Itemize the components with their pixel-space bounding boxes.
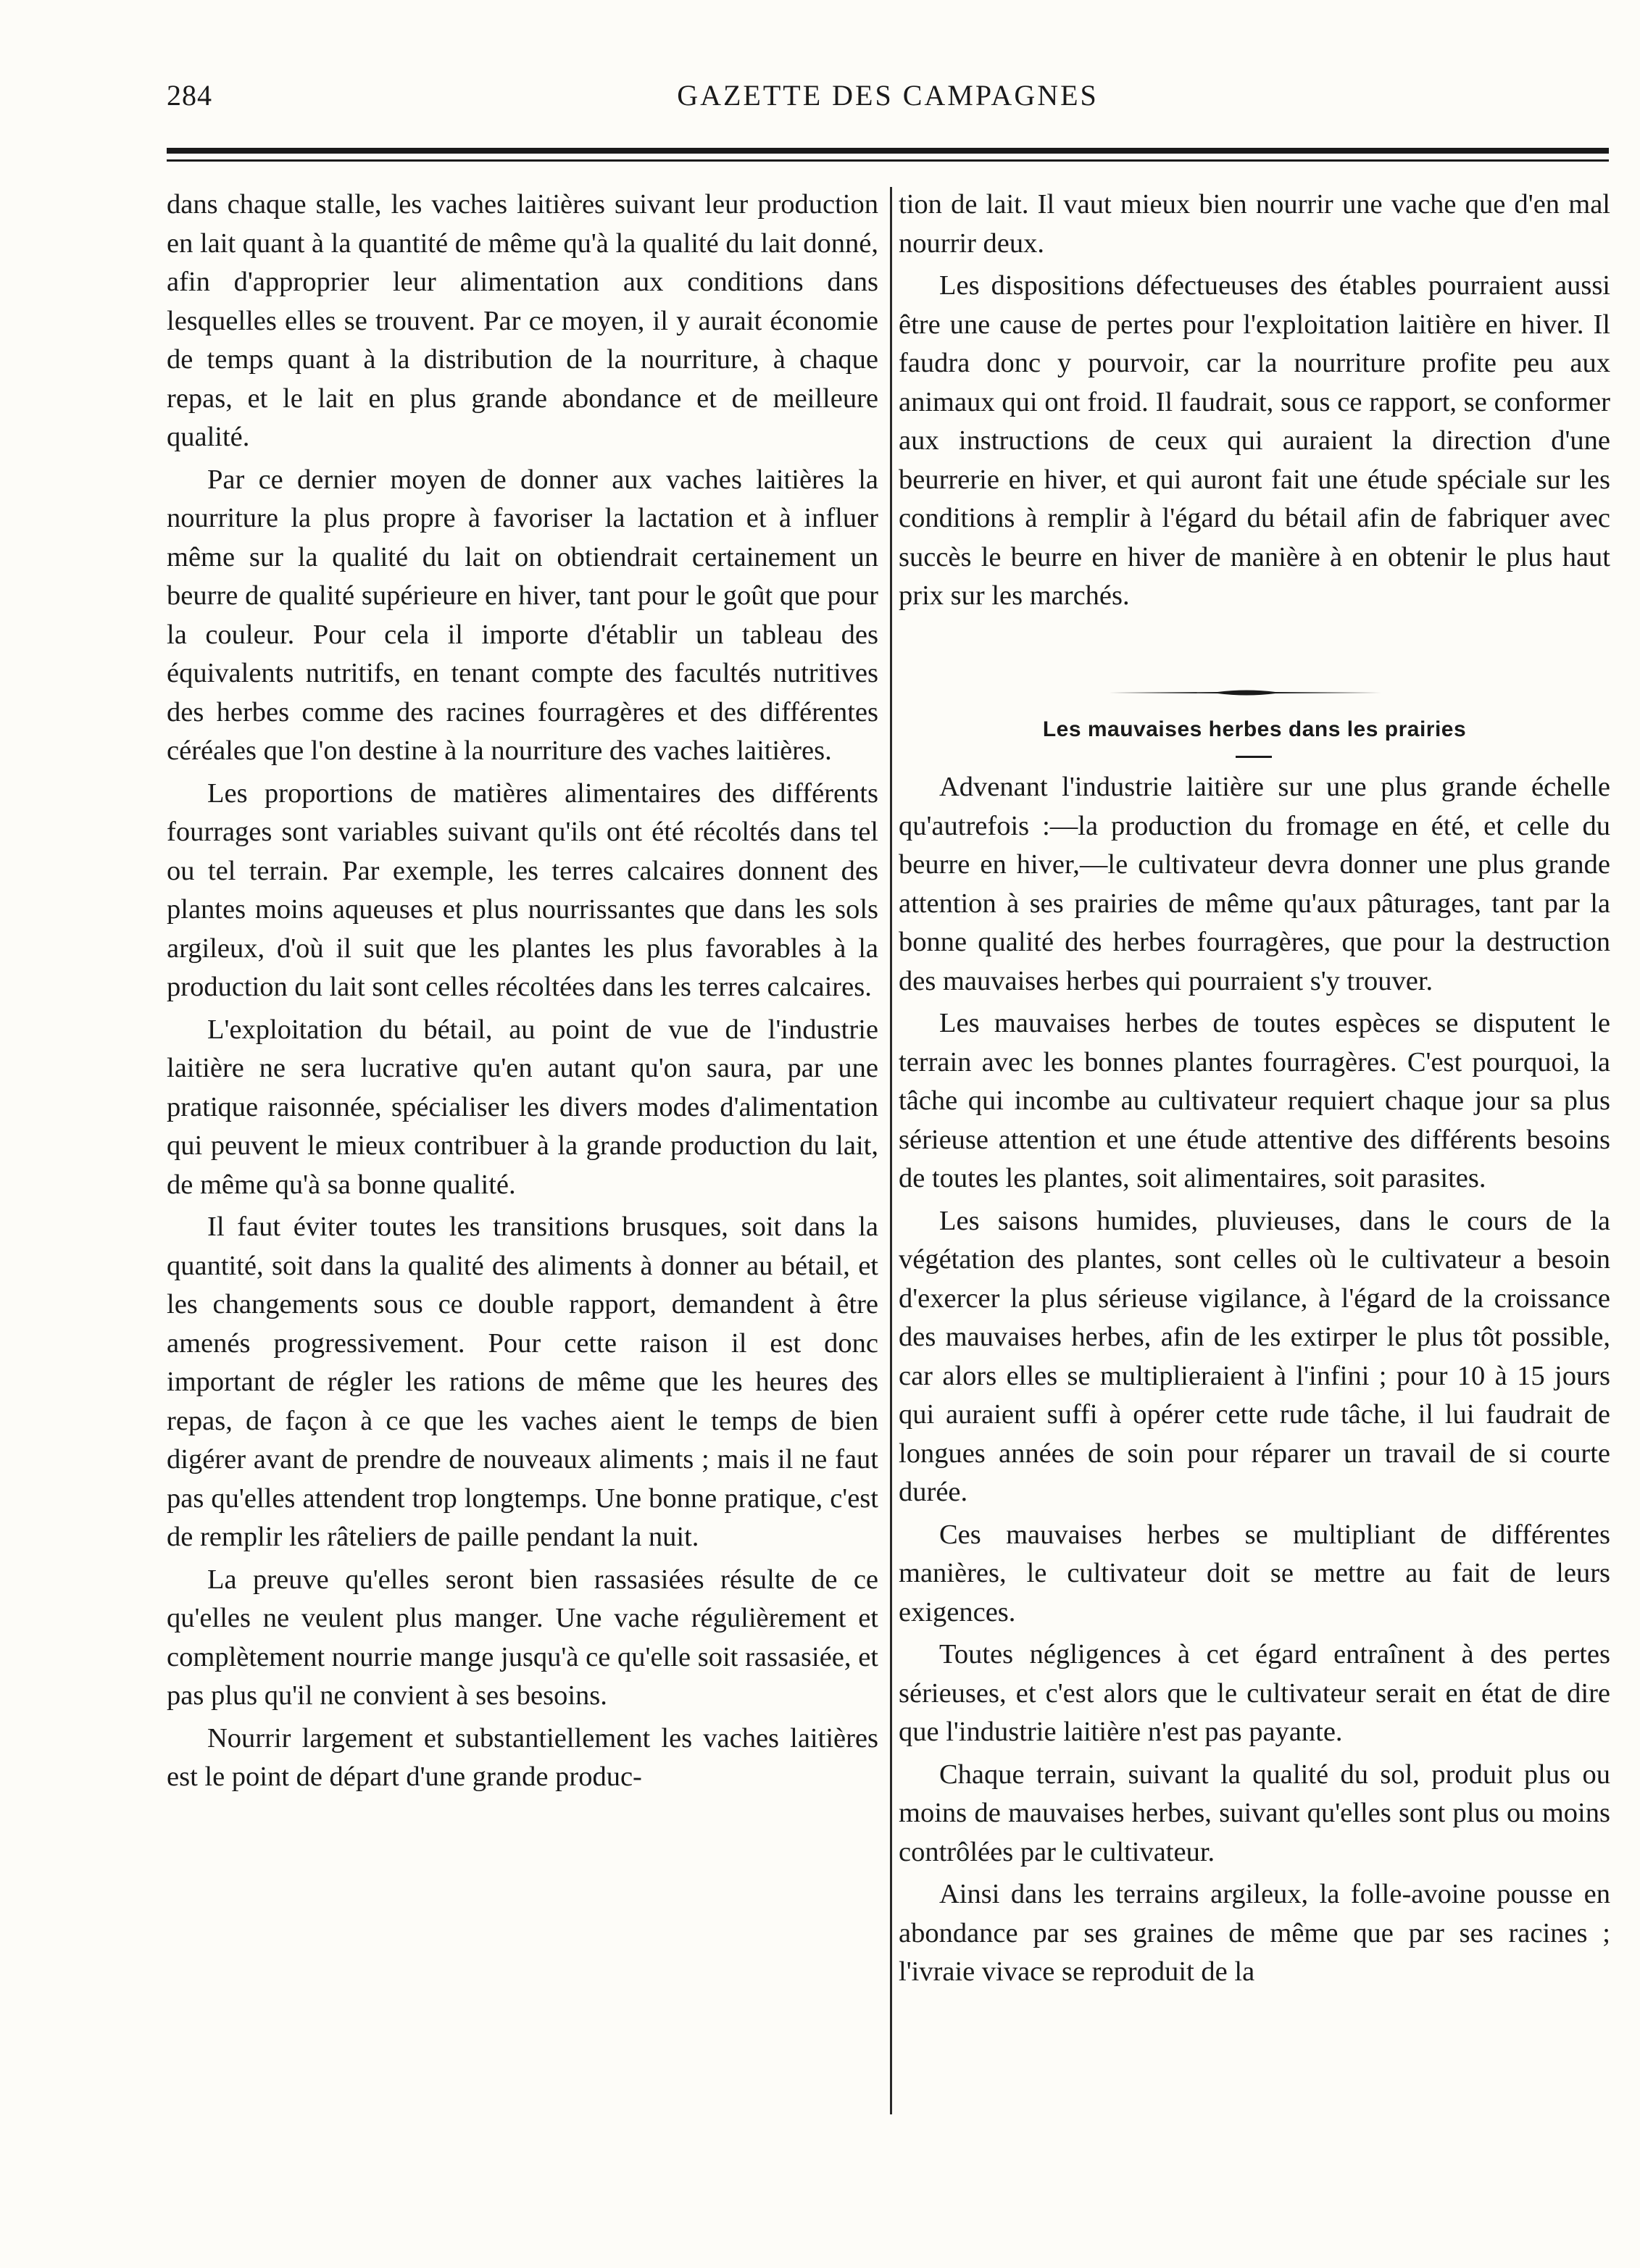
paragraph: Nourrir largement et substantiellement les vaches laitières est le point de départ d'une grande produc- [167,1722,878,1792]
paragraph: Il faut éviter toutes les transitions brusques, soit dans la quantité, soit dans la qualité des aliments à donner au bétail, et les changements sous ce double rapport, demandent à être amenés progressivement. Pour cette raison il est donc important de régler les rations de même que les heures des repas, de façon à ce que les vaches aient le temps de bien digérer avant de prendre de nouveaux aliments ; mais il ne faut pas qu'elles attendent trop longtemps. Une bonne pratique, c'est de remplir les râteliers de paille pendant la nuit. [167,1212,878,1552]
left-column [167,185,878,1797]
paragraph: Les proportions de matières alimentaires des différents fourrages sont variables suivant qu'ils ont été récoltés dans tel ou tel terrain. Par exemple, les terres calcaires donnent des plantes moins aqueuses et plus nourrissantes que dans les sols argileux, d'où il suit que les plantes les plus favorables à la production du lait sont celles récoltées dans les terres calcaires. [167,777,878,1002]
paragraph: Chaque terrain, suivant la qualité du sol, produit plus ou moins de mauvaises herbes, suivant qu'elles sont plus ou moins contrôlées par le cultivateur. [899,1759,1610,1867]
page-header [167,78,1609,122]
paragraph: Advenant l'industrie laitière sur une plus grande échelle qu'autrefois :—la production du fromage en été, et celle du beurre en hiver,—le cultivateur devra donner une plus grande attention à ses prairies de même qu'aux pâturages, tant par la bonne qualité des herbes fourragères, que pour la destruction des mauvaises herbes qui pourraient s'y trouver. [899,772,1610,996]
paragraph: dans chaque stalle, les vaches laitières suivant leur production en lait quant à la quantité de même qu'à la qualité du lait donné, afin d'approprier leur alimentation aux conditions dans lesquelles elles se trouvent. Par ce moyen, il y aurait économie de temps quant à la distribution de la nourriture, à chaque repas, et le lait en plus grande abondance et de meilleure qualité. [167,189,878,452]
paragraph: Par ce dernier moyen de donner aux vaches laitières la nourriture la plus propre à favoriser la lactation et à influer même sur la qualité du lait on obtiendrait certainement un beurre de qualité supérieure en hiver, tant pour le goût que pour la couleur. Pour cela il importe d'établir un tableau des équivalents nutritifs, en tenant compte des facultés nutritives des herbes comme des racines fourragères et des différentes céréales que l'on destine à la nourriture des vaches laitières. [167,464,878,766]
paragraph: L'exploitation du bétail, au point de vue de l'industrie laitière ne sera lucrative qu'en autant qu'on saura, par une pratique raisonnée, spécialiser les divers modes d'alimentation qui peuvent le mieux contribuer à la grande production du lait, de même qu'à sa bonne qualité. [167,1014,878,1200]
paragraph: Ces mauvaises herbes se multipliant de différentes manières, le cultivateur doit se mettre au fait de leurs exigences. [899,1519,1610,1627]
column-divider [890,187,892,2114]
paragraph: La preuve qu'elles seront bien rassasiées résulte de ce qu'elles ne veulent plus manger. Une vache régulièrement et complètement nourrie mange jusqu'à ce qu'elle soit rassasiée, et pas plus qu'il ne convient à ses besoins. [167,1564,878,1711]
section-ornament [1109,688,1384,697]
header-rule-thick [167,148,1609,154]
section-title: Les mauvaises herbes dans les prairies [1042,717,1467,741]
paragraph: Les saisons humides, pluvieuses, dans le cours de la végétation des plantes, sont celles où le cultivateur a besoin d'exercer la plus sérieuse vigilance, à l'égard de la croissance des mauvaises herbes, afin de les extirper le plus tôt possible, car alors elles se multiplieraient à l'infini ; pour 10 à 15 jours qui auraient suffi à opérer cette rude tâche, il lui faudrait de longues années de soin pour réparer un travail de si courte durée. [899,1205,1610,1507]
paragraph: Les dispositions défectueuses des étables pourraient aussi être une cause de pertes pour l'exploitation laitière en hiver. Il faudra donc y pourvoir, car la nourriture profite peu aux animaux qui ont froid. Il faudrait, sous ce rapport, se conformer aux instructions de ceux qui auraient la direction d'une beurrerie en hiver, et qui auront fait une étude spéciale sur les conditions à remplir à l'égard du bétail afin de fabriquer avec succès le beurre en hiver de manière à en obtenir le plus haut prix sur les marchés. [899,270,1610,611]
journal-title: GAZETTE DES CAMPAGNES [677,79,1099,112]
paragraph: tion de lait. Il vaut mieux bien nourrir une vache que d'en mal nourrir deux. [899,189,1610,259]
title-dash [1236,756,1272,758]
right-column-top [899,185,1610,616]
header-rule-thin [167,159,1609,162]
paragraph: Ainsi dans les terrains argileux, la folle-avoine pousse en abondance par ses graines de même que par ses racines ; l'ivraie vivace se reproduit de la [899,1879,1610,1987]
paragraph: Toutes négligences à cet égard entraînent à des pertes sérieuses, et c'est alors que le cultivateur serait en état de dire que l'industrie laitière n'est pas payante. [899,1639,1610,1747]
paragraph: Les mauvaises herbes de toutes espèces se disputent le terrain avec les bonnes plantes fourragères. C'est pourquoi, la tâche qui incombe au cultivateur requiert chaque jour sa plus sérieuse attention et une étude attentive des différents besoins de toutes les plantes, soit alimentaires, soit parasites. [899,1008,1610,1193]
page-number: 284 [167,79,212,112]
right-column-bottom [899,768,1610,1992]
